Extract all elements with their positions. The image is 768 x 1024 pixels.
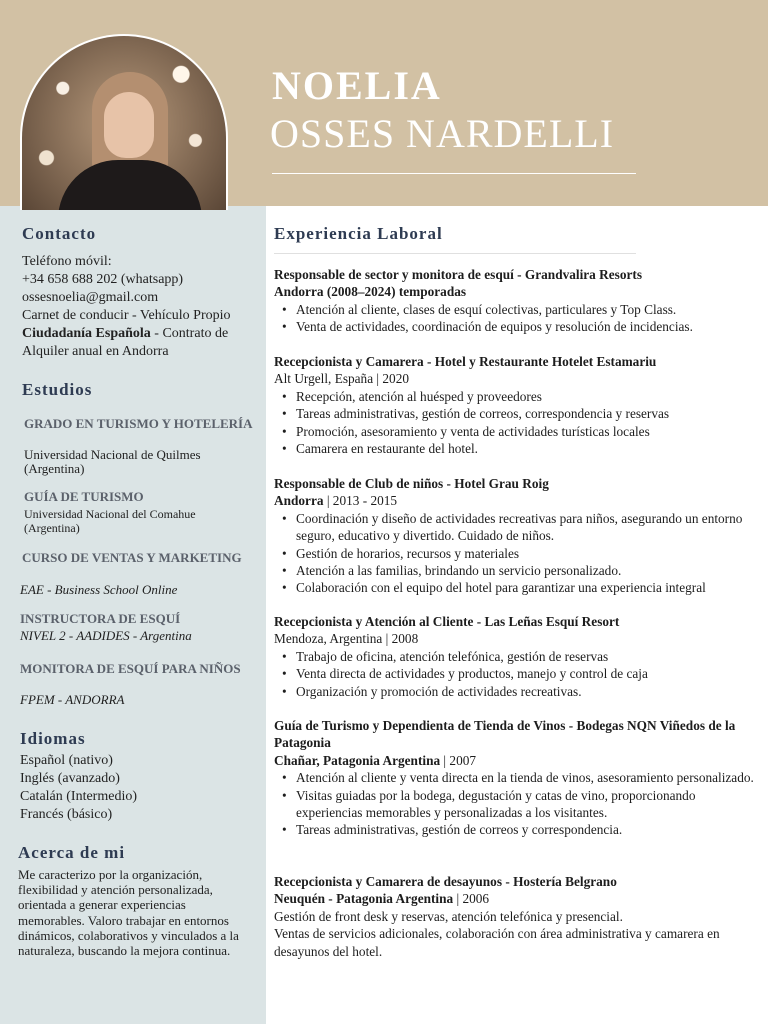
job-bullets — [278, 301, 760, 336]
job-bullet: • Venta directa de actividades y productos, manejo y control de caja — [278, 665, 760, 682]
about-text: Me caracterizo por la organización, flexibilidad y atención personalizada, orientada a generar experiencias memorables. Valoro trabajar en entornos dinámicos, colaborativos y vinculados a la naturaleza, buscando la mejora continua. — [18, 867, 239, 959]
study-title: MONITORA DE ESQUÍ PARA NIÑOS — [20, 661, 241, 676]
study-title: INSTRUCTORA DE ESQUÍ — [20, 611, 181, 626]
job-dates: | 2007 — [440, 752, 477, 768]
study-title: CURSO DE VENTAS Y MARKETING — [22, 550, 242, 565]
job-entry — [274, 717, 760, 839]
first-name: NOELIA — [272, 63, 442, 108]
phone-number[interactable]: +34 658 688 202 (whatsapp) — [22, 272, 184, 287]
job-subtitle — [274, 283, 760, 300]
job-location: Andorra (2008–2024) temporadas — [274, 284, 467, 300]
driving-license: Carnet de conducir - Vehículo Propio — [22, 308, 231, 323]
contact-block — [22, 253, 264, 361]
job-title: Responsable de sector y monitora de esquí - Grandvalira Resorts — [274, 267, 642, 282]
language-item: Francés (básico) — [20, 807, 113, 822]
job-subtitle — [274, 492, 760, 509]
job-location: Neuquén - Patagonia Argentina — [274, 891, 454, 907]
job-subtitle — [274, 890, 760, 907]
job-title: Recepcionista y Camarera de desayunos - Hostería Belgrano — [274, 874, 617, 889]
job-bullet: • Atención al cliente y venta directa en la tienda de vinos, asesoramiento personalizado. — [278, 769, 760, 786]
job-dates: | 2013 - 2015 — [323, 493, 398, 509]
job-bullet: • Venta de actividades, coordinación de equipos y resolución de incidencias. — [278, 318, 760, 335]
study-sub: EAE - Business School Online — [20, 582, 178, 597]
languages-list — [20, 752, 262, 824]
job-bullets — [278, 648, 760, 700]
last-name: OSSES NARDELLI — [270, 111, 615, 156]
job-bullets — [278, 388, 760, 458]
job-bullet: • Tareas administrativas, gestión de correos, correspondencia y reservas — [278, 405, 760, 422]
job-bullet: • Coordinación y diseño de actividades recreativas para niños, asegurando un entorno seguro, educativo y divertido. Cuidado de niños. — [278, 510, 760, 545]
job-title: Recepcionista y Camarera - Hotel y Restaurante Hotelet Estamariu — [274, 354, 657, 369]
job-subtitle — [274, 752, 760, 769]
about-title: Acerca de mi — [18, 843, 126, 862]
citizenship-rest: - Contrato de — [150, 326, 229, 341]
job-subtitle — [274, 370, 760, 387]
job-entry — [274, 475, 760, 597]
job-bullet: • Atención al cliente, clases de esquí colectivas, particulares y Top Class. — [278, 301, 760, 318]
job-bullet: • Camarera en restaurante del hotel. — [278, 440, 760, 457]
job-bullets — [278, 510, 760, 597]
email-address[interactable]: ossesnoelia@gmail.com — [22, 290, 159, 305]
language-item: Español (nativo) — [20, 753, 113, 768]
job-bullet: • Recepción, atención al huésped y proveedores — [278, 388, 760, 405]
job-entry — [274, 353, 760, 457]
job-title: Recepcionista y Atención al Cliente - Las Leñas Esquí Resort — [274, 614, 620, 629]
job-entry — [274, 613, 760, 700]
experience-divider — [274, 253, 636, 254]
job-title: Guía de Turismo y Dependienta de Tienda de Vinos - Bodegas NQN Viñedos de la Patagonia — [274, 718, 736, 751]
job-bullet: • Promoción, asesoramiento y venta de actividades turísticas locales — [278, 423, 760, 440]
photo-face — [104, 92, 154, 158]
job-location: Andorra — [274, 493, 324, 509]
job-bullet: • Organización y promoción de actividades recreativas. — [278, 683, 760, 700]
experience-title: Experiencia Laboral — [274, 224, 443, 243]
job-dates: | 2006 — [453, 891, 490, 907]
contact-title: Contacto — [22, 224, 97, 243]
job-bullets — [278, 769, 760, 839]
study-title: GRADO EN TURISMO Y HOTELERÍA — [24, 416, 253, 431]
job-bullet: • Tareas administrativas, gestión de correos y correspondencia. — [278, 821, 760, 838]
job-subtitle — [274, 630, 760, 647]
job-bullet: • Visitas guiadas por la bodega, degustación y catas de vino, proporcionando experiencias memorables y personalizadas a los visitantes. — [278, 787, 760, 822]
job-line: Ventas de servicios adicionales, colaboración con área administrativa y camarera en desayunos del hotel. — [274, 926, 720, 959]
citizenship-bold: Ciudadanía Española — [22, 326, 151, 341]
language-item: Inglés (avanzado) — [20, 771, 120, 786]
job-title: Responsable de Club de niños - Hotel Grau Roig — [274, 476, 549, 491]
job-dates: Mendoza, Argentina | 2008 — [274, 631, 419, 647]
study-sub: Universidad Nacional de Quilmes (Argentina) — [24, 447, 201, 476]
job-bullet: • Atención a las familias, brindando un servicio personalizado. — [278, 562, 760, 579]
job-location: Chañar, Patagonia Argentina — [274, 752, 441, 768]
job-entry — [274, 266, 760, 336]
study-sub: FPEM - ANDORRA — [20, 692, 125, 707]
study-sub: NIVEL 2 - AADIDES - Argentina — [20, 628, 192, 643]
name-divider — [272, 173, 636, 174]
photo-body — [58, 160, 202, 210]
job-bullet: • Gestión de horarios, recursos y materiales — [278, 545, 760, 562]
study-sub: Universidad Nacional del Comahue (Argentina) — [24, 507, 196, 535]
studies-title: Estudios — [22, 380, 93, 399]
phone-label: Teléfono móvil: — [22, 254, 112, 269]
language-item: Catalán (Intermedio) — [20, 789, 138, 804]
job-entry — [274, 873, 760, 960]
study-title: GUÍA DE TURISMO — [24, 489, 144, 504]
job-bullet: • Trabajo de oficina, atención telefónica, gestión de reservas — [278, 648, 760, 665]
languages-title: Idiomas — [20, 729, 86, 748]
job-dates: Alt Urgell, España | 2020 — [274, 371, 409, 387]
citizenship-line2: Alquiler anual en Andorra — [22, 344, 169, 359]
citizenship — [22, 325, 264, 343]
job-bullet: • Colaboración con el equipo del hotel para garantizar una experiencia integral — [278, 579, 760, 596]
job-line: Gestión de front desk y reservas, atención telefónica y presencial. — [274, 908, 623, 924]
